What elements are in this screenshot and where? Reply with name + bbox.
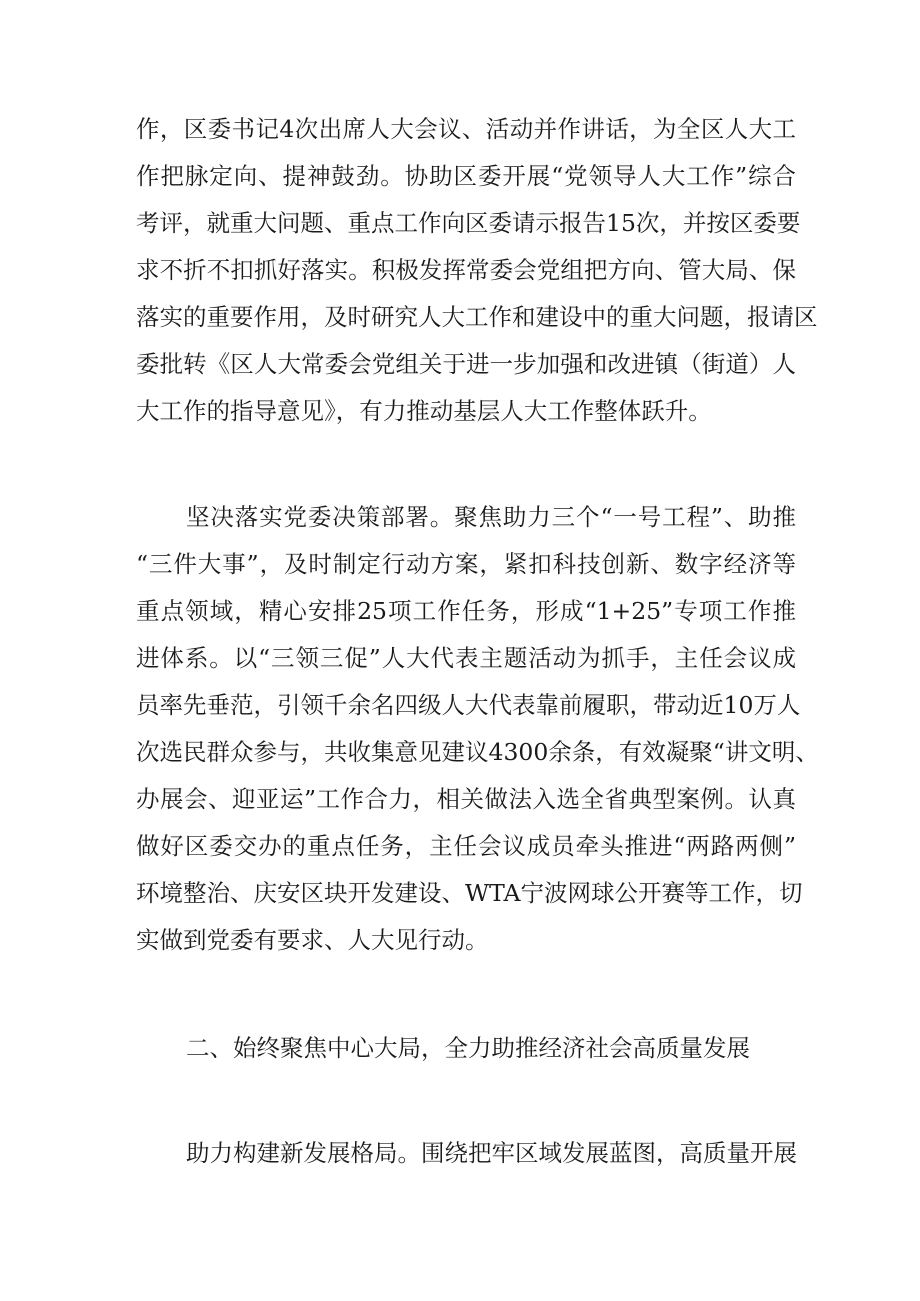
text-line: 员率先垂范，引领千余名四级人大代表靠前履职，带动近10万人 — [136, 691, 801, 719]
text-line: 重点领域，精心安排25项工作任务，形成“1+25”专项工作推 — [136, 597, 796, 625]
text-line: 作，区委书记4次出席人大会议、活动并作讲话，为全区人大工 — [136, 115, 796, 143]
text-line: “三件大事”，及时制定行动方案，紧扣科技创新、数字经济等 — [136, 550, 796, 578]
text-line: 助力构建新发展格局。围绕把牢区域发展蓝图，高质量开展 — [186, 1139, 797, 1167]
text-line: 求不折不扣抓好落实。积极发挥常委会党组把方向、管大局、保 — [136, 256, 796, 284]
text-line: 次选民群众参与，共收集意见建议4300余条，有效凝聚“讲文明、 — [136, 738, 819, 766]
text-line: 实做到党委有要求、人大见行动。 — [136, 926, 489, 954]
heading-line: 二、始终聚焦中心大局，全力助推经济社会高质量发展 — [186, 1034, 750, 1062]
text-line: 大工作的指导意见》，有力推动基层人大工作整体跃升。 — [136, 397, 712, 425]
text-line: 办展会、迎亚运”工作合力，相关做法入选全省典型案例。认真 — [136, 785, 796, 813]
text-line: 落实的重要作用，及时研究人大工作和建设中的重大问题，报请区 — [136, 303, 818, 331]
text-line: 委批转《区人大常委会党组关于进一步加强和改进镇（街道）人 — [136, 350, 796, 378]
text-line: 进体系。以“三领三促”人大代表主题活动为抓手，主任会议成 — [136, 644, 796, 672]
text-line: 坚决落实党委决策部署。聚焦助力三个“一号工程”、助推 — [186, 503, 796, 531]
text-line: 考评，就重大问题、重点工作向区委请示报告15次，并按区委要 — [136, 209, 801, 237]
text-line: 环境整治、庆安区块开发建设、WTA宁波网球公开赛等工作，切 — [136, 879, 803, 907]
text-line: 做好区委交办的重点任务，主任会议成员牵头推进“两路两侧” — [136, 832, 796, 860]
text-line: 作把脉定向、提神鼓劲。协助区委开展“党领导人大工作”综合 — [136, 162, 796, 190]
